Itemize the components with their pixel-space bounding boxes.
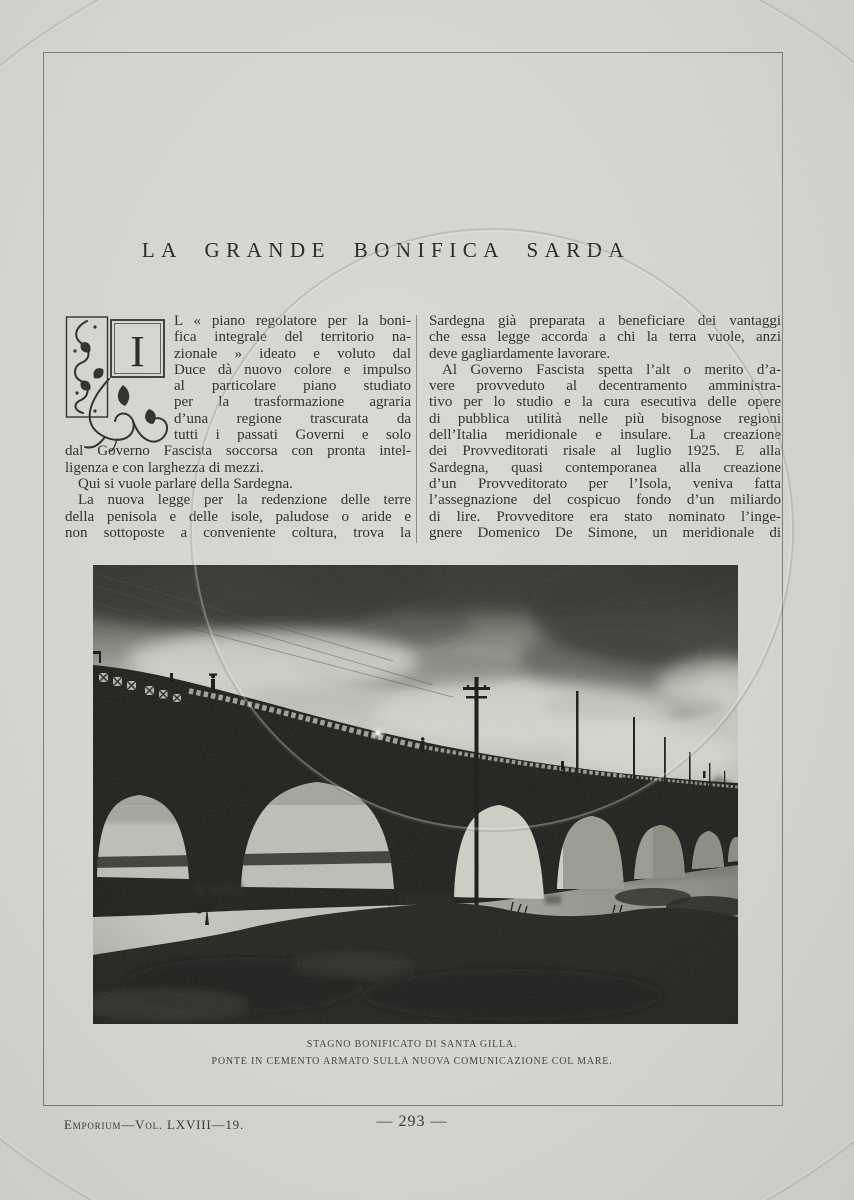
text-line: deve gagliardamente lavorare. bbox=[429, 345, 611, 362]
text-line: zionale » ideato e voluto dal bbox=[174, 345, 411, 362]
text-line: tivo per lo studio e la cura esecutiva delle opere bbox=[429, 394, 781, 411]
bridge-photograph bbox=[93, 565, 738, 1024]
text-line: d’una regione trascurata da bbox=[174, 410, 411, 427]
text-line: d’un Provveditorato per l’Isola, veniva fatta bbox=[429, 475, 781, 492]
left-column bbox=[65, 313, 411, 541]
text-line: dei Provveditorati risale al luglio 1925. E alla bbox=[429, 443, 781, 460]
bridge-photo-illustration bbox=[93, 565, 738, 1024]
text-line: dal Governo Fascista soccorsa con pronta intel- bbox=[65, 443, 411, 460]
text-line: Qui si vuole parlare della Sardegna. bbox=[78, 475, 293, 492]
article-title: LA GRANDE BONIFICA SARDA bbox=[141, 238, 631, 262]
right-column-text bbox=[429, 313, 781, 541]
text-line: dell’Italia meridionale e insulare. La creazione bbox=[429, 427, 781, 444]
photo-caption-line1: STAGNO BONIFICATO DI SANTA GILLA. bbox=[306, 1039, 518, 1050]
text-line: Sardegna già preparata a beneficiare dei vantaggi bbox=[429, 313, 781, 329]
text-line: ligenza e con larghezza di mezzi. bbox=[65, 459, 264, 476]
text-line: gnere Domenico De Simone, un meridionale di bbox=[429, 524, 781, 541]
photo-caption-line2: PONTE IN CEMENTO ARMATO SULLA NUOVA COMUNICAZIONE COL MARE. bbox=[211, 1056, 613, 1067]
text-line: al particolare piano studiato bbox=[174, 378, 411, 395]
photo-grain bbox=[93, 565, 738, 1024]
text-line: L « piano regolatore per la boni- bbox=[174, 313, 411, 329]
woodcut-initial-icon bbox=[65, 315, 166, 453]
text-line: Sardegna, quasi contemporanea alla creazione bbox=[429, 459, 781, 476]
volume-signature: Emporium—Vol. LXVIII—19. bbox=[64, 1117, 244, 1132]
text-line: La nuova legge per la redenzione delle terre bbox=[78, 492, 411, 509]
page-number: — 293 — bbox=[376, 1113, 448, 1130]
text-line: di pubblica utilità nelle più bisognose regioni bbox=[429, 410, 781, 427]
text-line: che essa legge accorda a chi la terra vuole, anzi bbox=[429, 329, 781, 346]
drop-cap-letter: I bbox=[130, 327, 145, 376]
column-divider-rule bbox=[416, 315, 417, 543]
text-line: Al Governo Fascista spetta l’alt o merito d’a- bbox=[442, 361, 781, 378]
text-line: tutti i passati Governi e solo bbox=[174, 427, 411, 444]
text-line: fica integrale del territorio na- bbox=[174, 329, 411, 346]
text-line: non sottoposte a conveniente coltura, trova la bbox=[65, 524, 411, 541]
text-line: di lire. Provveditore era stato nominato l’inge- bbox=[429, 508, 781, 525]
text-line: Duce dà nuovo colore e impulso bbox=[174, 361, 411, 378]
text-line: l’assegnazione del cospicuo fondo d’un miliardo bbox=[429, 492, 781, 509]
text-line: della penisola e delle isole, paludose o aride e bbox=[65, 508, 411, 525]
text-line: per la trasformazione agraria bbox=[174, 394, 411, 411]
decorative-initial-ornament bbox=[65, 314, 166, 442]
article-body bbox=[65, 313, 781, 547]
right-column bbox=[429, 313, 781, 541]
text-line: vere provveduto al decentramento amministra- bbox=[429, 378, 781, 395]
